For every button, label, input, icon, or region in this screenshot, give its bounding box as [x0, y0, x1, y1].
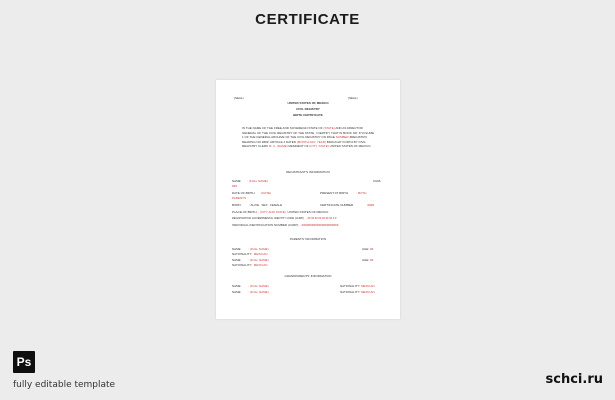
registrant-cert-number: CERTIFICATE NUMBER #### — [320, 203, 375, 207]
parent-1-name: NAME : (FULL NAME) — [232, 247, 269, 251]
parent-2-nationality: NATIONALITY: MEXICAN — [232, 263, 268, 267]
registrant-section-title: REGISTRANT'S INFORMATION — [286, 170, 330, 174]
brand-watermark: schci.ru — [545, 372, 603, 387]
grandparent-1-nationality: NATIONALITY: MEXICAN — [340, 284, 375, 288]
registrant-dob: DATE OF BIRTH : (DATE) — [232, 191, 272, 195]
registrant-present-value-2: PARENTS — [232, 196, 246, 200]
page-title: CERTIFICATE — [255, 11, 360, 28]
grandparent-2-name: NAME : (FULL NAME) — [232, 290, 269, 294]
registrant-curp-value: ### — [232, 184, 238, 188]
seal-left: (SEAL) — [234, 96, 244, 100]
registrant-place-of-birth: PLACE OF BIRTH : (CITY AND STATE) UNITED STATES OF MEXICO — [232, 210, 329, 214]
registrant-born: BORN : ALIVE SEX : FEMALE — [232, 203, 283, 207]
registrant-present-at-birth: PRESENT AT BIRTH : BOTH — [320, 191, 367, 195]
grandparents-section-title: GRANDPARENTS' INFORMATION — [284, 274, 332, 278]
heading-line-2: CIVIL REGISTRY — [296, 107, 320, 111]
certificate-document — [216, 80, 400, 319]
registrant-curp-label: CURL — [373, 179, 382, 183]
parent-1-nationality: NATIONALITY: MEXICAN — [232, 252, 268, 256]
registrant-individual-id: INDIVIDUAL IDENTIFICATION NUMBER (CURP) : ###################### — [232, 223, 339, 227]
template-caption: fully editable template — [13, 380, 116, 390]
parent-1-age: AGE: ## — [362, 247, 374, 251]
grandparent-1-name: NAME : (FULL NAME) — [232, 284, 269, 288]
parents-section-title: PARENTS' INFORMATION — [289, 237, 327, 241]
grandparent-2-nationality: NATIONALITY: MEXICAN — [340, 290, 375, 294]
heading-line-1: UNITED STATES OF MEXICO — [287, 101, 329, 105]
registrant-gov-id: REGISTRATION GOVERNMENTAL IDENTITY CODE (CURP) : ## ## ## ## ## ## ## # # — [232, 217, 337, 220]
parent-2-age: AGE: ## — [362, 258, 374, 262]
heading-line-3: BIRTH CERTIFICATE — [293, 113, 323, 117]
photoshop-logo-icon: Ps — [13, 351, 35, 373]
parent-2-name: NAME : (FULL NAME) — [232, 258, 269, 262]
registrant-name: NAME : (FULL NAME) — [232, 179, 268, 183]
seal-right: (SEAL) — [348, 96, 358, 100]
certification-paragraph: IN THE NAME OF THE FREE AND SOVEREIGN STATE OF (STATE) AND AS DIRECTOR GENERAL OF THE CIVIL REGISTRY OF THE STATE, I CERTIFY THAT IN BOOK NO. 8 VOLUME 1 OF THE GENERAL ARCHIVE OF THE CIVIL REGISTRY ON PAGE NUMBER #REGISTRO READING NO.####, ARTICLE 4 DATED (MONTH DAY, YEAR) BROUGHT FORTH BY CIVIL REGISTRY CLERK M. C. (NAME) RESIDENT OF (CITY, STATE) UNITED STATES OF MEXICO. — [242, 126, 375, 149]
